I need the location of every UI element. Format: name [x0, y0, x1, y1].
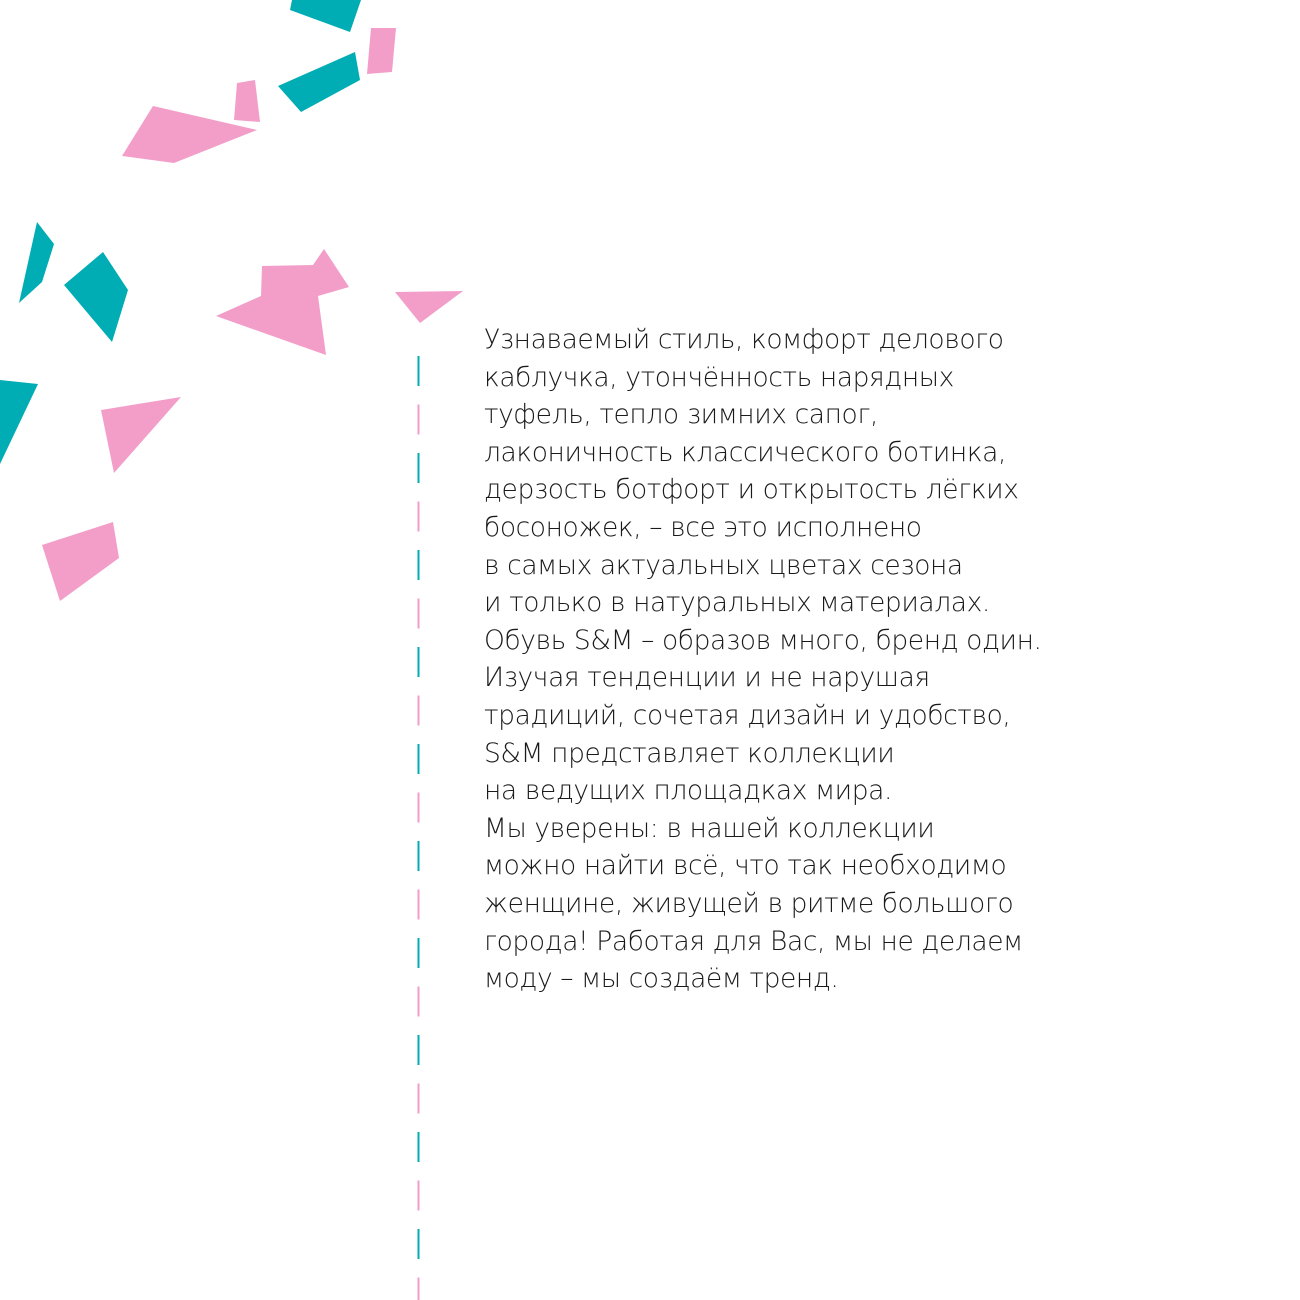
- text-line: моду – мы создаём тренд.: [484, 963, 839, 995]
- text-line: Обувь S&M – образов много, бренд один.: [484, 624, 1042, 656]
- text-line: дерзость ботфорт и открытость лёгких: [484, 474, 1019, 506]
- confetti-shards: [0, 0, 463, 601]
- text-line: босоножек, – все это исполнено: [484, 511, 922, 543]
- text-line: традиций, сочетая дизайн и удобство,: [484, 699, 1011, 731]
- text-line: Мы уверены: в нашей коллекции: [484, 812, 935, 844]
- body-text: [484, 321, 1104, 998]
- teal-shard: [290, 0, 361, 32]
- pink-shard: [367, 28, 396, 74]
- teal-shard: [19, 222, 54, 303]
- text-line: Изучая тенденции и не нарушая: [484, 662, 930, 694]
- text-line: женщине, живущей в ритме большого: [484, 887, 1014, 919]
- text-line: каблучка, утончённость нарядных: [484, 361, 954, 393]
- pink-shard: [42, 522, 119, 601]
- pink-shard: [101, 397, 181, 473]
- text-line: туфель, тепло зимних сапог,: [484, 399, 878, 431]
- pink-shard: [216, 249, 349, 355]
- pink-shard: [234, 80, 260, 122]
- teal-shard: [64, 252, 128, 342]
- teal-shard: [0, 380, 38, 464]
- text-line: Узнаваемый стиль, комфорт делового: [484, 324, 1004, 355]
- teal-shard: [278, 52, 360, 112]
- text-line: города! Работая для Вас, мы не делаем: [484, 925, 1023, 957]
- text-line: можно найти всё, что так необходимо: [484, 850, 1007, 882]
- text-line: в самых актуальных цветах сезона: [484, 549, 963, 581]
- text-line: S&M представляет коллекции: [484, 737, 895, 769]
- text-line: и только в натуральных материалах.: [484, 587, 990, 619]
- text-line: на ведущих площадках мира.: [484, 775, 892, 807]
- pink-shard: [395, 291, 463, 323]
- text-line: лаконичность классического ботинка,: [484, 436, 1007, 468]
